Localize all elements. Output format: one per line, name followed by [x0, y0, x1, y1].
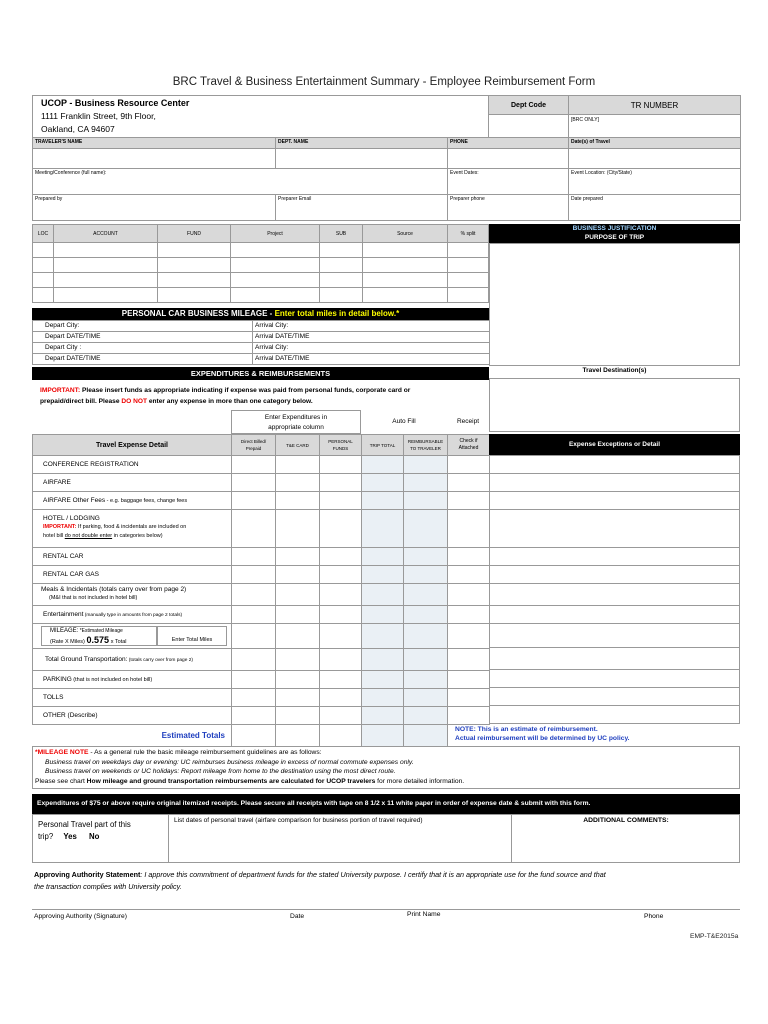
meeting-field[interactable] — [33, 169, 448, 195]
exception-row[interactable] — [490, 566, 740, 584]
approving-text: : I approve this commitment of department funds for the stated University purpose. I certify that it is an appropriate use for the fund source and that — [140, 870, 606, 879]
col-reimbursable — [404, 435, 448, 456]
enter-exp-label: Enter Expenditures in — [264, 414, 328, 421]
expense-row-conference[interactable] — [33, 456, 490, 474]
expense-row-rental[interactable] — [33, 548, 490, 566]
reimbursement-note — [455, 725, 745, 743]
meals-note: (M&I that is not included in hotel bill) — [49, 595, 138, 601]
note-line-1: NOTE: This is an estimate of reimbursement. — [455, 726, 598, 733]
form-id: EMP-T&E2015a — [690, 933, 739, 940]
col-check-l1: Check if — [459, 438, 478, 444]
signature-date-label[interactable]: Date — [290, 913, 305, 920]
account-row[interactable] — [33, 258, 489, 273]
col-personal-l2: FUNDS — [332, 446, 349, 451]
enter-expenditures-box — [231, 410, 361, 434]
travel-destination-label: Travel Destination(s) — [582, 367, 647, 374]
rate-label: (Rate X Miles) — [50, 639, 85, 645]
estimated-totals-row — [33, 725, 490, 747]
purpose-of-trip-field[interactable] — [489, 243, 740, 366]
hotel-note-3: do not double enter — [64, 533, 113, 539]
dept-code-field[interactable] — [489, 115, 569, 138]
depart-city-2[interactable]: Depart City : — [33, 343, 253, 354]
mileage-note-text: - As a general rule the basic mileage reimbursement guidelines are as follows: — [88, 749, 322, 756]
exception-row[interactable] — [490, 624, 740, 648]
event-dates-label: Event Dates: — [450, 170, 479, 176]
exception-row[interactable] — [490, 510, 740, 548]
date-prepared-label: Date prepared — [571, 196, 603, 202]
exception-row[interactable] — [490, 688, 740, 706]
meals-label: Meals & Incidentals (totals carry over from page 2) — [41, 586, 187, 593]
exception-row[interactable] — [490, 456, 740, 474]
personal-travel-list-label: List dates of personal travel (airfare comparison for business portion of travel required) — [174, 817, 423, 824]
expenditures-header: EXPENDITURES & REIMBURSEMENTS — [32, 367, 489, 380]
preparer-phone-field[interactable] — [448, 195, 569, 221]
mileage-calc-box — [41, 626, 157, 646]
dept-code-label: Dept Code — [489, 96, 569, 115]
col-sub: SUB — [320, 225, 363, 243]
depart-datetime-2[interactable]: Depart DATE/TIME — [33, 354, 253, 365]
x-total-label: x Total — [110, 639, 127, 645]
additional-comments-label: ADDITIONAL COMMENTS: — [583, 817, 669, 824]
business-justification-label: BUSINESS JUSTIFICATION — [572, 225, 657, 232]
tr-number-label: TR NUMBER — [569, 96, 741, 115]
col-split: % split — [448, 225, 489, 243]
enter-total-miles-label: Enter Total Miles — [171, 637, 213, 643]
exception-row[interactable] — [490, 548, 740, 566]
expense-row-ground[interactable] — [33, 649, 490, 671]
preparer-email-field[interactable] — [276, 195, 448, 221]
preparer-email-label: Preparer Email — [278, 196, 312, 202]
total-direct-billed[interactable] — [232, 725, 276, 747]
personal-travel-q1: Personal Travel part of this — [38, 820, 131, 829]
account-table — [32, 224, 489, 303]
phone-label: PHONE — [448, 138, 569, 149]
appropriate-column-label: appropriate column — [268, 424, 324, 431]
mileage-label: MILEAGE: — [50, 628, 79, 634]
account-row[interactable] — [33, 273, 489, 288]
col-reimb-l2: TO TRAVELER — [410, 446, 441, 451]
mileage-section-header — [32, 308, 489, 320]
event-dates-field[interactable] — [448, 169, 569, 195]
col-expense-detail: Travel Expense Detail — [33, 435, 232, 456]
do-not-label: DO NOT — [121, 398, 148, 405]
mileage-section-sep: - — [267, 309, 275, 318]
parking-label: PARKING — [43, 676, 72, 683]
mileage-note-box — [32, 746, 740, 789]
exception-row[interactable] — [490, 670, 740, 688]
expense-row-entertainment[interactable] — [33, 606, 490, 624]
col-te-card: T&E CARD — [276, 435, 320, 456]
expense-row-airfare-other[interactable] — [33, 492, 490, 510]
col-direct-billed-l1: Direct Billed/ — [240, 439, 267, 444]
signature-divider — [32, 909, 740, 910]
estimated-totals-label: Estimated Totals — [161, 731, 225, 741]
total-te-card[interactable] — [276, 725, 320, 747]
important-text: Please insert funds as appropriate indicating if expense was paid from personal funds, corporate card or — [80, 387, 411, 394]
airfare-other-note: - e.g. baggage fees, change fees — [105, 498, 188, 504]
expense-row-other[interactable] — [33, 707, 490, 725]
brc-only-label: [BRC ONLY] — [571, 117, 599, 123]
auto-fill-label: Auto Fill — [392, 418, 416, 425]
dates-of-travel-field[interactable] — [569, 149, 741, 169]
arrival-datetime-1[interactable]: Arrival DATE/TIME — [253, 332, 490, 343]
expense-exceptions-header: Expense Exceptions or Detail — [489, 434, 740, 455]
mileage-note-line-3b: How mileage and ground transportation reimbursements are calculated for UCOP travelers — [86, 777, 376, 785]
hotel-note-4: in categories below) — [112, 533, 163, 539]
date-prepared-field[interactable] — [569, 195, 741, 221]
hotel-note-2: hotel bill — [43, 533, 65, 539]
form-title: BRC Travel & Business Entertainment Summary - Employee Reimbursement Form — [172, 76, 596, 88]
tr-number-field[interactable] — [569, 115, 741, 138]
entertainment-note: (manually type in amounts from page 2 totals) — [83, 613, 183, 618]
expense-row-rental-gas[interactable] — [33, 566, 490, 584]
personal-travel-q2: trip? — [38, 832, 54, 841]
exception-row[interactable] — [490, 606, 740, 624]
signature-label[interactable]: Approving Authority (Signature) — [34, 913, 127, 920]
purpose-of-trip-label: PURPOSE OF TRIP — [584, 234, 645, 241]
col-account: ACCOUNT — [54, 225, 158, 243]
business-justification-header — [489, 224, 740, 243]
mileage-section-note: Enter total miles in detail below.* — [274, 309, 400, 318]
airfare-label: AIRFARE — [33, 474, 232, 492]
enter-total-miles-field[interactable] — [157, 626, 227, 646]
col-personal-funds — [320, 435, 362, 456]
exception-row[interactable] — [490, 492, 740, 510]
col-direct-billed — [232, 435, 276, 456]
mileage-table — [32, 320, 490, 365]
account-row[interactable] — [33, 288, 489, 303]
mileage-note-line-3a: Please see chart — [35, 777, 87, 785]
exception-row[interactable] — [490, 474, 740, 492]
mileage-note-line-2: Business travel on weekends or UC holidays: Report mileage from home to the destination using the most direct route. — [45, 768, 396, 775]
meeting-label: Meeting/Conference (full name): — [35, 170, 107, 176]
rate-value: 0.575 — [86, 635, 110, 645]
rental-gas-label: RENTAL CAR GAS — [33, 566, 232, 584]
total-personal[interactable] — [320, 725, 362, 747]
col-personal-l1: PERSONAL — [328, 439, 353, 444]
hotel-label: HOTEL / LODGING — [43, 515, 100, 522]
col-check-attached — [448, 435, 490, 456]
preparer-phone-label: Preparer phone — [450, 196, 485, 202]
depart-datetime-1[interactable]: Depart DATE/TIME — [33, 332, 253, 343]
org-address-1: 1111 Franklin Street, 9th Floor, — [41, 111, 156, 121]
tolls-label: TOLLS — [33, 689, 232, 707]
traveler-name-field[interactable] — [33, 149, 276, 169]
prepared-by-field[interactable] — [33, 195, 276, 221]
col-check-l2: Attached — [458, 445, 479, 451]
receipt-label: Receipt — [456, 418, 480, 425]
approving-label: Approving Authority Statement — [34, 870, 141, 879]
account-row[interactable] — [33, 243, 489, 258]
signature-phone-label[interactable]: Phone — [644, 913, 664, 920]
event-location-field[interactable] — [569, 169, 741, 195]
personal-travel-dates-field[interactable] — [168, 814, 512, 863]
travel-destination-field[interactable] — [489, 378, 740, 432]
org-address-2: Oakland, CA 94607 — [41, 124, 115, 134]
hotel-important: IMPORTANT: — [43, 524, 77, 530]
total-reimbursable — [404, 725, 448, 747]
personal-travel-question — [38, 819, 163, 843]
arrival-datetime-2[interactable]: Arrival DATE/TIME — [253, 354, 490, 365]
important-label: IMPORTANT: — [40, 387, 81, 394]
print-name-label[interactable]: Print Name — [407, 911, 441, 918]
arrival-city-1[interactable]: Arrival City: — [253, 321, 490, 332]
receipts-banner: Expenditures of $75 or above require original itemized receipts. Please secure all receipts with tape on 8 1/2 x 11 white paper in order of expense date & submit with this form. — [32, 794, 740, 814]
note-line-2: Actual reimbursement will be determined by UC policy. — [455, 735, 630, 742]
mileage-section-title: PERSONAL CAR BUSINESS MILEAGE — [121, 309, 268, 318]
no-option[interactable]: No — [88, 832, 100, 841]
col-trip-total: TRIP TOTAL — [362, 435, 404, 456]
mileage-note-line-3c: for more detailed information. — [375, 777, 465, 785]
dates-of-travel-label: Date(s) of Travel — [569, 138, 741, 149]
approving-statement — [34, 869, 742, 893]
approving-text-2: the transaction complies with University policy. — [34, 882, 182, 891]
event-location-label: Event Location: (City/State) — [571, 170, 632, 176]
ground-note: (totals carry over from page 2) — [127, 658, 193, 663]
expense-exceptions-table — [489, 455, 740, 724]
arrival-city-2[interactable]: Arrival City: — [253, 343, 490, 354]
prepared-by-label: Prepared by — [35, 196, 63, 202]
col-loc: LOC — [33, 225, 54, 243]
col-direct-billed-l2: Prepaid — [245, 446, 262, 451]
entertainment-label: Entertainment — [43, 611, 84, 618]
conference-label: CONFERENCE REGISTRATION — [33, 456, 232, 474]
org-name: UCOP - Business Resource Center — [41, 98, 190, 108]
expense-row-hotel[interactable] — [33, 510, 490, 548]
expense-table — [32, 434, 490, 747]
rental-label: RENTAL CAR — [33, 548, 232, 566]
airfare-other-label: AIRFARE Other Fees — [43, 497, 106, 504]
other-label: OTHER (Describe) — [33, 707, 232, 725]
header-table — [32, 95, 741, 138]
col-fund: FUND — [158, 225, 231, 243]
col-project: Project — [231, 225, 320, 243]
yes-option[interactable]: Yes — [63, 832, 77, 841]
exception-row[interactable] — [490, 648, 740, 670]
exception-row[interactable] — [490, 584, 740, 606]
traveler-name-label: TRAVELER'S NAME — [33, 138, 276, 149]
ground-label: Total Ground Transportation: — [45, 656, 128, 663]
col-reimb-l1: REIMBURSABLE — [407, 439, 444, 444]
expense-row-parking[interactable] — [33, 671, 490, 689]
est-mileage-label: *Estimated Mileage — [78, 628, 123, 634]
important-text-2: prepaid/direct bill. Please — [40, 398, 122, 405]
mileage-note-line-1: Business travel on weekdays day or evening: UC reimburses business mileage in excess of normal commute expenses only. — [45, 758, 414, 766]
expense-row-airfare[interactable] — [33, 474, 490, 492]
dept-name-label: DEPT. NAME — [276, 138, 448, 149]
expense-row-tolls[interactable] — [33, 689, 490, 707]
col-source: Source — [363, 225, 448, 243]
expenditures-important — [40, 385, 485, 407]
parking-note: (that is not included on hotel bill) — [71, 677, 153, 683]
depart-city-1[interactable]: Depart City: — [33, 321, 253, 332]
important-text-3: enter any expense in more than one category below. — [147, 398, 313, 405]
total-trip — [362, 725, 404, 747]
phone-field[interactable] — [448, 149, 569, 169]
dept-name-field[interactable] — [276, 149, 448, 169]
exception-row[interactable] — [490, 706, 740, 724]
expense-row-mileage[interactable] — [33, 624, 490, 649]
mileage-note-label: *MILEAGE NOTE — [35, 749, 89, 756]
expense-row-meals[interactable] — [33, 584, 490, 606]
hotel-note-1: If parking, food & incidentals are included on — [76, 524, 187, 530]
traveler-info-table — [32, 137, 741, 221]
